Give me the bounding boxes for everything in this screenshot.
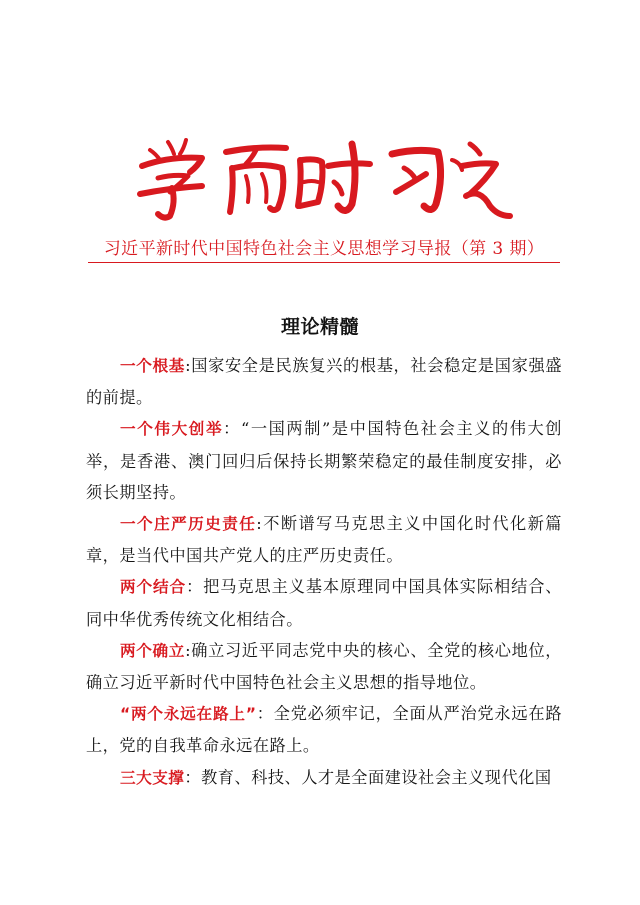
paragraph-6 — [86, 698, 562, 761]
masthead-subtitle-wrap — [88, 234, 560, 263]
key-term: 一个根基 — [120, 357, 186, 375]
term-separator: : — [185, 640, 192, 660]
term-separator: ： — [186, 577, 204, 597]
paragraph-3 — [86, 508, 562, 571]
paragraph-text: 确立习近平同志党中央的核心、全党的核心地位，确立习近平新时代中国特色社会主义思想的指导地位。 — [86, 640, 562, 693]
key-term: “两个永远在路上” — [120, 705, 257, 724]
term-separator: ： — [223, 419, 241, 439]
term-separator: : — [256, 514, 263, 534]
paragraph-2 — [86, 413, 562, 508]
key-term: 一个庄严历史责任 — [120, 515, 257, 534]
term-separator: : — [185, 356, 192, 375]
paragraph-text: “一国两制”是中国特色社会主义的伟大创举，是香港、澳门回归后保持长期繁荣稳定的最佳制度安排，必须长期坚持。 — [86, 419, 562, 502]
masthead — [0, 130, 640, 225]
key-term: 两个确立 — [120, 641, 186, 660]
section-title: 理论精髓 — [280, 316, 359, 338]
key-term: 三大支撑 — [120, 768, 185, 787]
term-separator: ： — [256, 704, 274, 724]
paragraph-text: 国家安全是民族复兴的根基，社会稳定是国家强盛的前提。 — [86, 356, 562, 408]
calligraphy-masthead-logo — [0, 130, 640, 225]
paragraph-text: 全党必须牢记，全面从严治党永远在路上，党的自我革命永远在路上。 — [86, 704, 563, 756]
key-term: 一个伟大创举 — [120, 420, 224, 439]
paragraph-5 — [86, 635, 562, 698]
paragraph-text: 教育、科技、人才是全面建设社会主义现代化国 — [201, 767, 552, 787]
paragraph-1 — [86, 350, 562, 413]
term-separator: ： — [184, 767, 202, 787]
paragraph-4 — [86, 571, 562, 634]
masthead-subtitle: 习近平新时代中国特色社会主义思想学习导报（第 3 期） — [88, 234, 560, 263]
article-body — [86, 350, 562, 794]
paragraph-text: 不断谱写马克思主义中国化时代化新篇章，是当代中国共产党人的庄严历史责任。 — [86, 514, 562, 566]
key-term: 两个结合 — [120, 578, 187, 597]
paragraph-7 — [86, 762, 562, 794]
paragraph-text: 把马克思主义基本原理同中国具体实际相结合、同中华优秀传统文化相结合。 — [86, 577, 562, 629]
